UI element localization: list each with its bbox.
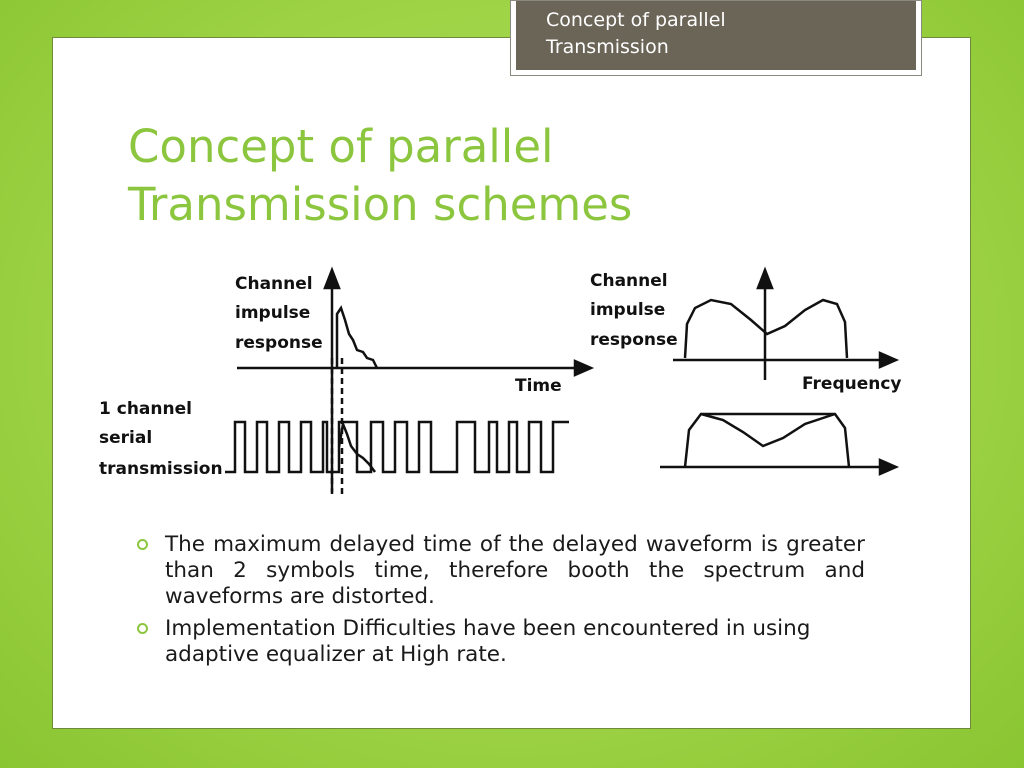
serial-square-wave <box>225 422 569 472</box>
header-tab-text <box>516 1 916 70</box>
serial-label-line-3: transmission <box>99 459 223 479</box>
right-label-line-3: response <box>590 330 678 350</box>
serial-label-line-2: serial <box>99 428 153 448</box>
bullet-circle-icon <box>137 539 148 550</box>
time-axis-arrow <box>575 361 591 375</box>
header-line-2: Transmission <box>546 36 669 58</box>
frequency-axis-arrow <box>880 353 896 367</box>
left-vertical-axis-arrow <box>325 270 339 288</box>
bullet-text: Implementation Difficulties have been encountered in using adaptive equalizer at High rate. <box>165 616 811 667</box>
left-label-line-2: impulse <box>235 303 311 323</box>
bullet-item <box>135 532 865 610</box>
distorted-spectrum-curve <box>701 414 835 446</box>
header-line-1: Concept of parallel <box>546 9 726 31</box>
bullet-list <box>135 532 865 674</box>
right-label-line-2: impulse <box>590 300 666 320</box>
serial-label-line-1: 1 channel <box>99 399 192 419</box>
header-tab <box>510 0 922 76</box>
equalized-spectrum-box <box>685 414 849 467</box>
slide-title <box>128 118 828 234</box>
left-label-line-1: Channel <box>235 274 313 294</box>
slide-title-line-1: Concept of parallel <box>128 120 554 173</box>
time-axis-label: Time <box>515 376 562 396</box>
bullet-text: The maximum delayed time of the delayed waveform is greater than 2 symbols time, therefore booth the spectrum and waveforms are distorted. <box>165 532 865 609</box>
transmission-diagram <box>95 262 905 502</box>
left-label-line-3: response <box>235 333 323 353</box>
slide-title-line-2: Transmission schemes <box>128 178 633 231</box>
spectrum-baseline-arrow <box>880 460 896 474</box>
frequency-axis-label: Frequency <box>802 374 902 394</box>
bullet-item <box>135 616 865 668</box>
right-label-line-1: Channel <box>590 271 668 291</box>
right-vertical-axis-arrow <box>758 270 772 288</box>
bullet-circle-icon <box>137 623 148 634</box>
